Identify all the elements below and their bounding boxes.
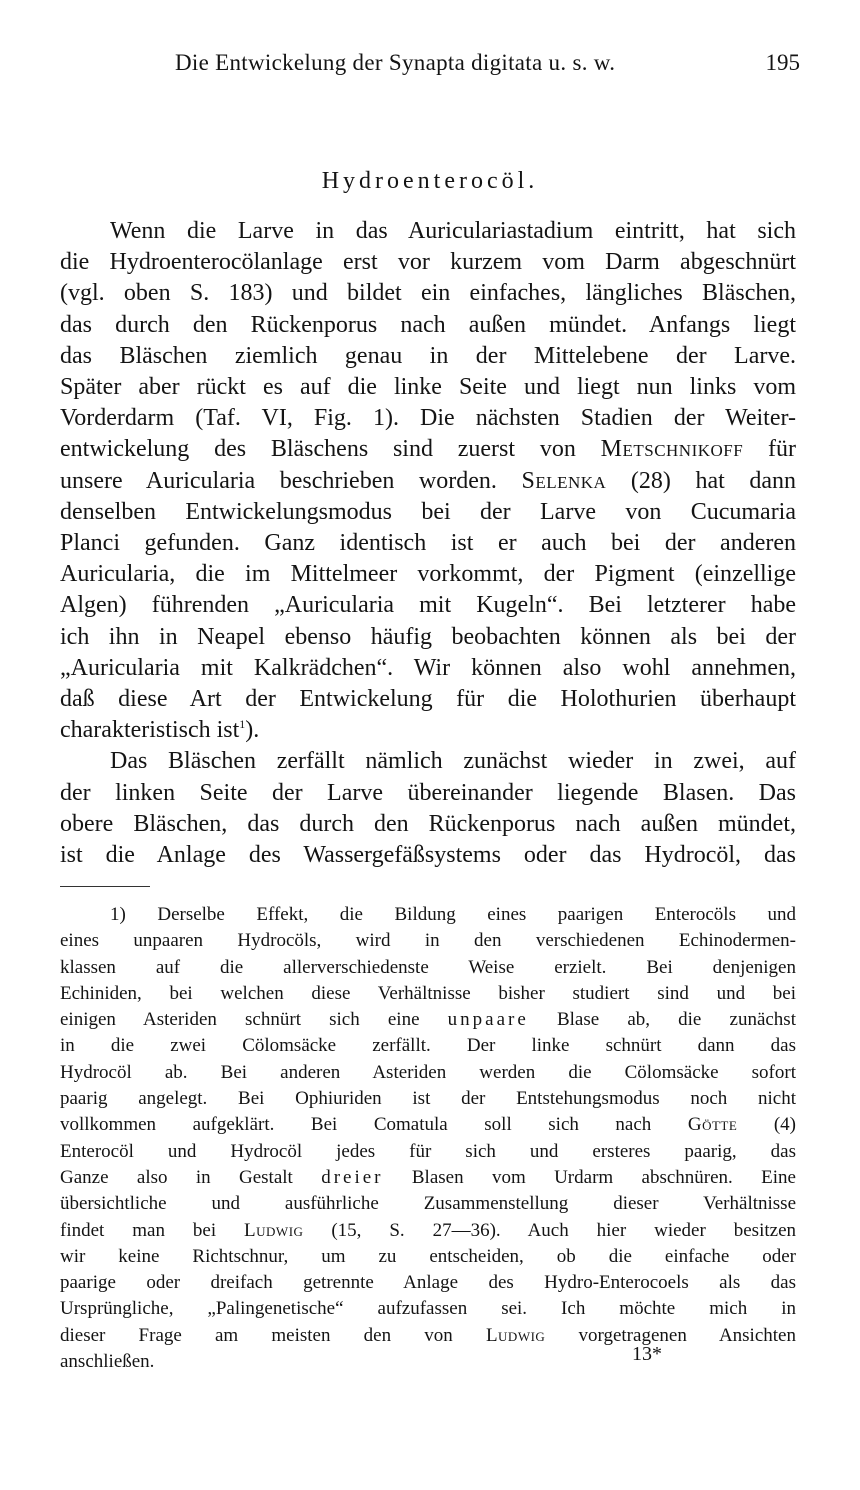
text-segment: Blasen vom Urdarm abschnüren. Eine xyxy=(383,1166,796,1188)
text-line: daß diese Art der Entwickelung für die Holothurien überhaupt xyxy=(60,686,796,713)
footnote-line xyxy=(60,1007,796,1033)
footnote-line: eines unpaaren Hydrocöls, wird in den verschiedenen Echinodermen- xyxy=(60,930,796,952)
text-segment: unsere Auricularia beschrieben worden. xyxy=(60,467,522,494)
footnote-line: paarig angelegt. Bei Ophiuriden ist der Entstehungsmodus noch nicht xyxy=(60,1088,796,1110)
footnote-marker: 1 xyxy=(239,717,246,732)
text-segment: dieser Frage am meisten den von xyxy=(60,1324,486,1346)
emphasized-word: dreier xyxy=(321,1166,384,1188)
running-head xyxy=(60,50,800,84)
signature-mark: 13* xyxy=(632,1343,662,1365)
body-text xyxy=(60,216,796,871)
text-line: Wenn die Larve in das Auriculariastadium eintritt, hat sich xyxy=(110,218,796,244)
footnote-divider xyxy=(60,886,150,887)
text-segment: (4) xyxy=(737,1114,797,1136)
author-name: Götte xyxy=(687,1114,738,1136)
text-line xyxy=(60,715,796,746)
text-segment: (28) hat dann xyxy=(606,467,796,494)
footnote-line xyxy=(60,1112,796,1138)
page-number: 195 xyxy=(765,50,800,75)
running-title: Die Entwickelung der Synapta digitata u. s. w. xyxy=(175,50,616,75)
text-segment: vorgetragenen Ansichten xyxy=(545,1324,796,1346)
footnote-line: in die zwei Cölomsäcke zerfällt. Der linke schnürt dann das xyxy=(60,1035,796,1057)
text-line: denselben Entwickelungsmodus bei der Larve von Cucumaria xyxy=(60,498,796,525)
section-heading: Hydroenterocöl. xyxy=(321,168,539,194)
footnote-line xyxy=(60,1323,796,1349)
footnote-line: Ursprüngliche, „Palingenetische“ aufzufassen sei. Ich möchte mich in xyxy=(60,1298,796,1320)
footnote-line: paarige oder dreifach getrennte Anlage des Hydro-Enterocoels als das xyxy=(60,1272,796,1294)
text-line: (vgl. oben S. 183) und bildet ein einfaches, längliches Bläschen, xyxy=(60,280,796,307)
text-segment: Ganze also in Gestalt xyxy=(60,1166,322,1188)
text-segment: vollkommen aufgeklärt. Bei Comatula soll sich nach xyxy=(60,1114,688,1136)
footnote-line: Enterocöl und Hydrocöl jedes für sich und ersteres paarig, das xyxy=(60,1140,796,1162)
author-name: Ludwig xyxy=(244,1219,304,1241)
text-line xyxy=(60,434,796,465)
author-name: Metschnikoff xyxy=(600,436,744,463)
text-line: Später aber rückt es auf die linke Seite und liegt nun links vom xyxy=(60,374,796,401)
footnote-line: übersichtliche und ausführliche Zusammenstellung dieser Verhältnisse xyxy=(60,1193,796,1215)
author-name: Ludwig xyxy=(485,1324,546,1346)
text-line: Vorderdarm (Taf. VI, Fig. 1). Die nächsten Stadien der Weiter- xyxy=(60,405,796,432)
footnote-line: anschließen. xyxy=(60,1351,155,1373)
text-line xyxy=(60,466,796,497)
text-line: der linken Seite der Larve übereinander liegende Blasen. Das xyxy=(60,779,796,806)
text-segment: (15, S. 27—36). Auch hier wieder besitzen xyxy=(303,1219,797,1241)
text-line: das durch den Rückenporus nach außen mündet. Anfangs liegt xyxy=(60,311,796,338)
emphasized-word: unpaare xyxy=(447,1009,529,1031)
author-name: Selenka xyxy=(521,467,607,494)
footnotes xyxy=(60,902,796,1375)
footnote-line: wir keine Richtschnur, um zu entscheiden, ob die einfache oder xyxy=(60,1245,796,1267)
text-line: die Hydroenterocölanlage erst vor kurzem vom Darm abgeschnürt xyxy=(60,249,796,276)
footnote-line xyxy=(60,1165,796,1191)
text-line: ich ihn in Neapel ebenso häufig beobachten können als bei der xyxy=(60,623,796,650)
text-segment: für xyxy=(743,436,796,463)
text-segment: einigen Asteriden schnürt sich eine xyxy=(60,1009,448,1031)
footnote-line: 1) Derselbe Effekt, die Bildung eines paarigen Enterocöls und xyxy=(110,904,796,925)
text-line: das Bläschen ziemlich genau in der Mittelebene der Larve. xyxy=(60,342,796,369)
text-line: Auricularia, die im Mittelmeer vorkommt, der Pigment (einzellige xyxy=(60,561,796,588)
text-line: obere Bläschen, das durch den Rückenporus nach außen mündet, xyxy=(60,810,796,837)
text-line: Algen) führenden „Auricularia mit Kugeln“. Bei letzterer habe xyxy=(60,592,796,619)
text-line: Das Bläschen zerfällt nämlich zunächst wieder in zwei, auf xyxy=(110,748,796,775)
footnote-line: Hydrocöl ab. Bei anderen Asteriden werden die Cölomsäcke sofort xyxy=(60,1061,796,1083)
text-line: ist die Anlage des Wassergefäßsystems oder das Hydrocöl, das xyxy=(60,842,796,869)
footnote-line xyxy=(60,1218,796,1244)
text-segment: Blase ab, die zunächst xyxy=(528,1009,796,1031)
text-line: „Auricularia mit Kalkrädchen“. Wir können also wohl annehmen, xyxy=(60,654,796,681)
text-segment: ). xyxy=(245,717,260,744)
text-segment: findet man bei xyxy=(60,1219,245,1241)
footnote-line: klassen auf die allerverschiedenste Weise erzielt. Bei denjenigen xyxy=(60,956,796,978)
text-segment: charakteristisch ist xyxy=(60,717,240,744)
text-line: Planci gefunden. Ganz identisch ist er auch bei der anderen xyxy=(60,530,796,557)
text-segment: entwickelung des Bläschens sind zuerst von xyxy=(60,436,601,463)
footnote-line: Echiniden, bei welchen diese Verhältnisse bisher studiert sind und bei xyxy=(60,982,796,1004)
